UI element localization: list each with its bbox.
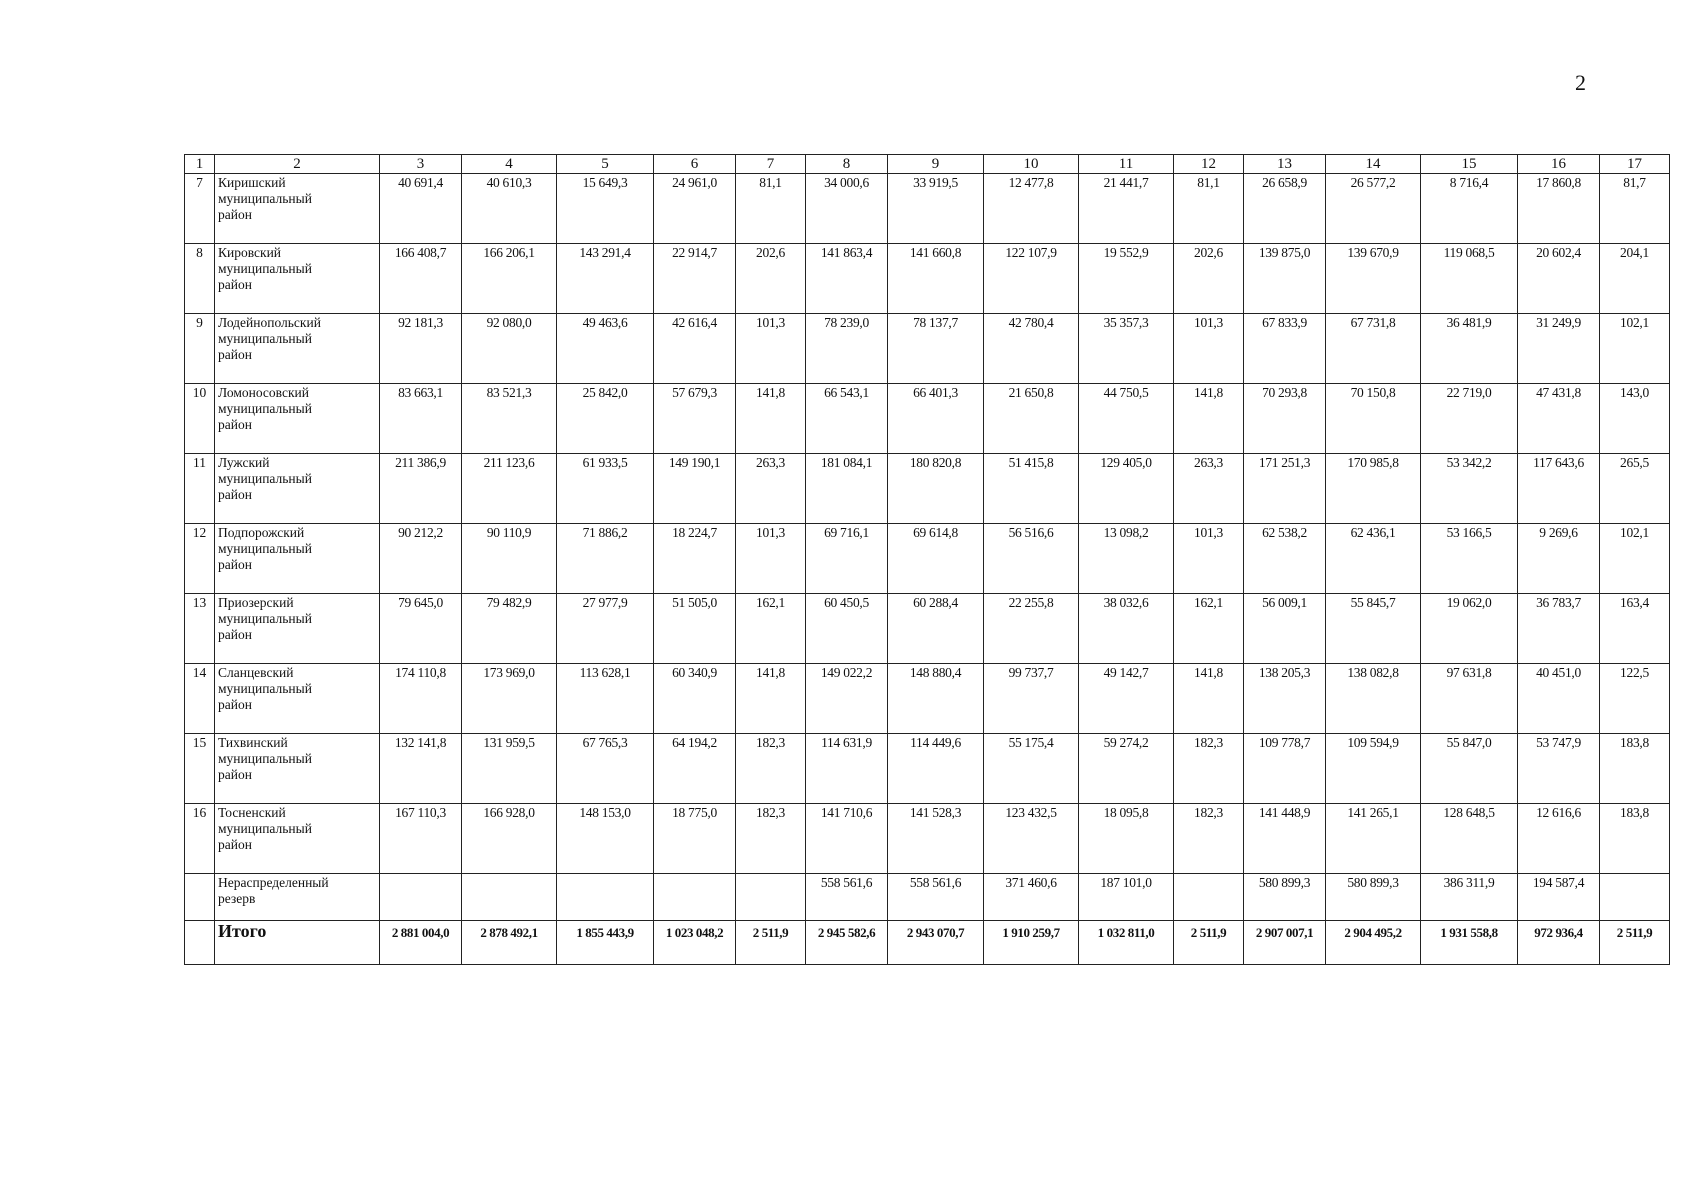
value-cell: 35 357,3 [1079, 314, 1174, 384]
value-cell: 17 860,8 [1518, 174, 1600, 244]
value-cell: 69 716,1 [806, 524, 888, 594]
value-cell: 21 650,8 [984, 384, 1079, 454]
value-cell: 1 931 558,8 [1421, 921, 1518, 965]
value-cell: 70 150,8 [1326, 384, 1421, 454]
value-cell: 57 679,3 [654, 384, 736, 454]
value-cell: 166 206,1 [462, 244, 557, 314]
value-cell: 97 631,8 [1421, 664, 1518, 734]
row-number: 15 [185, 734, 215, 804]
value-cell: 69 614,8 [888, 524, 984, 594]
value-cell: 47 431,8 [1518, 384, 1600, 454]
value-cell: 99 737,7 [984, 664, 1079, 734]
value-cell: 22 914,7 [654, 244, 736, 314]
value-cell: 81,1 [736, 174, 806, 244]
value-cell: 34 000,6 [806, 174, 888, 244]
value-cell: 18 224,7 [654, 524, 736, 594]
value-cell: 62 538,2 [1244, 524, 1326, 594]
value-cell: 138 082,8 [1326, 664, 1421, 734]
value-cell: 128 648,5 [1421, 804, 1518, 874]
value-cell: 163,4 [1600, 594, 1670, 664]
value-cell: 66 401,3 [888, 384, 984, 454]
total-row [185, 921, 1670, 965]
value-cell: 18 775,0 [654, 804, 736, 874]
row-number: 9 [185, 314, 215, 384]
value-cell: 55 175,4 [984, 734, 1079, 804]
column-number: 4 [462, 155, 557, 174]
district-name: Тосненский муниципальный район [215, 804, 380, 874]
value-cell: 141 265,1 [1326, 804, 1421, 874]
table-row [185, 664, 1670, 734]
value-cell: 12 477,8 [984, 174, 1079, 244]
value-cell: 202,6 [736, 244, 806, 314]
value-cell: 558 561,6 [888, 874, 984, 921]
column-number: 5 [557, 155, 654, 174]
value-cell: 13 098,2 [1079, 524, 1174, 594]
value-cell: 123 432,5 [984, 804, 1079, 874]
value-cell: 580 899,3 [1244, 874, 1326, 921]
value-cell [736, 874, 806, 921]
value-cell: 81,7 [1600, 174, 1670, 244]
value-cell: 263,3 [736, 454, 806, 524]
value-cell: 102,1 [1600, 524, 1670, 594]
value-cell: 42 616,4 [654, 314, 736, 384]
value-cell: 558 561,6 [806, 874, 888, 921]
value-cell: 1 032 811,0 [1079, 921, 1174, 965]
value-cell: 166 928,0 [462, 804, 557, 874]
value-cell: 143 291,4 [557, 244, 654, 314]
value-cell: 36 481,9 [1421, 314, 1518, 384]
value-cell: 22 719,0 [1421, 384, 1518, 454]
value-cell: 143,0 [1600, 384, 1670, 454]
value-cell: 211 386,9 [380, 454, 462, 524]
column-number: 2 [215, 155, 380, 174]
value-cell: 53 342,2 [1421, 454, 1518, 524]
column-number: 9 [888, 155, 984, 174]
value-cell: 101,3 [736, 524, 806, 594]
row-number: 8 [185, 244, 215, 314]
table-body [185, 155, 1670, 965]
table-row [185, 594, 1670, 664]
value-cell: 2 907 007,1 [1244, 921, 1326, 965]
district-name: Подпорожский муниципальный район [215, 524, 380, 594]
table-row [185, 734, 1670, 804]
value-cell: 141 660,8 [888, 244, 984, 314]
value-cell: 2 943 070,7 [888, 921, 984, 965]
value-cell: 166 408,7 [380, 244, 462, 314]
value-cell: 141,8 [1174, 664, 1244, 734]
district-name: Приозерский муниципальный район [215, 594, 380, 664]
value-cell [654, 874, 736, 921]
value-cell: 211 123,6 [462, 454, 557, 524]
value-cell: 56 516,6 [984, 524, 1079, 594]
value-cell: 12 616,6 [1518, 804, 1600, 874]
table-row [185, 384, 1670, 454]
value-cell: 59 274,2 [1079, 734, 1174, 804]
column-number: 7 [736, 155, 806, 174]
page-number: 2 [1575, 70, 1586, 95]
value-cell: 2 511,9 [1174, 921, 1244, 965]
column-number: 8 [806, 155, 888, 174]
value-cell: 180 820,8 [888, 454, 984, 524]
row-number: 14 [185, 664, 215, 734]
budget-table [184, 154, 1670, 965]
value-cell: 44 750,5 [1079, 384, 1174, 454]
value-cell: 24 961,0 [654, 174, 736, 244]
value-cell: 1 910 259,7 [984, 921, 1079, 965]
value-cell: 49 463,6 [557, 314, 654, 384]
value-cell: 109 778,7 [1244, 734, 1326, 804]
value-cell: 171 251,3 [1244, 454, 1326, 524]
value-cell: 70 293,8 [1244, 384, 1326, 454]
row-number: 16 [185, 804, 215, 874]
column-number: 14 [1326, 155, 1421, 174]
value-cell: 83 521,3 [462, 384, 557, 454]
value-cell: 2 878 492,1 [462, 921, 557, 965]
value-cell: 33 919,5 [888, 174, 984, 244]
value-cell: 71 886,2 [557, 524, 654, 594]
value-cell: 79 482,9 [462, 594, 557, 664]
header-row [185, 155, 1670, 174]
district-name: Лужский муниципальный район [215, 454, 380, 524]
value-cell: 113 628,1 [557, 664, 654, 734]
value-cell: 19 062,0 [1421, 594, 1518, 664]
value-cell: 141,8 [1174, 384, 1244, 454]
value-cell: 102,1 [1600, 314, 1670, 384]
value-cell: 67 731,8 [1326, 314, 1421, 384]
value-cell: 56 009,1 [1244, 594, 1326, 664]
value-cell: 1 855 443,9 [557, 921, 654, 965]
value-cell: 173 969,0 [462, 664, 557, 734]
value-cell: 38 032,6 [1079, 594, 1174, 664]
table-row [185, 804, 1670, 874]
value-cell: 129 405,0 [1079, 454, 1174, 524]
value-cell: 26 577,2 [1326, 174, 1421, 244]
value-cell: 78 239,0 [806, 314, 888, 384]
value-cell: 53 747,9 [1518, 734, 1600, 804]
column-number: 12 [1174, 155, 1244, 174]
value-cell: 83 663,1 [380, 384, 462, 454]
value-cell: 27 977,9 [557, 594, 654, 664]
column-number: 16 [1518, 155, 1600, 174]
value-cell: 119 068,5 [1421, 244, 1518, 314]
value-cell: 9 269,6 [1518, 524, 1600, 594]
value-cell: 265,5 [1600, 454, 1670, 524]
value-cell: 61 933,5 [557, 454, 654, 524]
value-cell: 182,3 [736, 734, 806, 804]
district-name: Лодейнопольский муниципальный район [215, 314, 380, 384]
value-cell: 580 899,3 [1326, 874, 1421, 921]
value-cell: 101,3 [736, 314, 806, 384]
table-row [185, 454, 1670, 524]
column-number: 1 [185, 155, 215, 174]
value-cell: 141 863,4 [806, 244, 888, 314]
value-cell: 183,8 [1600, 804, 1670, 874]
value-cell: 92 181,3 [380, 314, 462, 384]
value-cell: 141 710,6 [806, 804, 888, 874]
value-cell: 972 936,4 [1518, 921, 1600, 965]
value-cell: 149 022,2 [806, 664, 888, 734]
value-cell: 31 249,9 [1518, 314, 1600, 384]
value-cell: 131 959,5 [462, 734, 557, 804]
value-cell: 49 142,7 [1079, 664, 1174, 734]
value-cell: 67 765,3 [557, 734, 654, 804]
district-name: Кировский муниципальный район [215, 244, 380, 314]
value-cell: 183,8 [1600, 734, 1670, 804]
value-cell: 101,3 [1174, 524, 1244, 594]
value-cell: 40 610,3 [462, 174, 557, 244]
reserve-row [185, 874, 1670, 921]
value-cell: 2 881 004,0 [380, 921, 462, 965]
value-cell: 42 780,4 [984, 314, 1079, 384]
value-cell: 92 080,0 [462, 314, 557, 384]
district-name: Нераспределенный резерв [215, 874, 380, 921]
value-cell: 2 904 495,2 [1326, 921, 1421, 965]
table-row [185, 174, 1670, 244]
value-cell: 204,1 [1600, 244, 1670, 314]
value-cell: 64 194,2 [654, 734, 736, 804]
value-cell: 170 985,8 [1326, 454, 1421, 524]
value-cell: 194 587,4 [1518, 874, 1600, 921]
value-cell: 139 670,9 [1326, 244, 1421, 314]
value-cell: 90 110,9 [462, 524, 557, 594]
value-cell: 122 107,9 [984, 244, 1079, 314]
row-number: 13 [185, 594, 215, 664]
value-cell: 117 643,6 [1518, 454, 1600, 524]
value-cell: 167 110,3 [380, 804, 462, 874]
value-cell: 60 288,4 [888, 594, 984, 664]
value-cell: 141 448,9 [1244, 804, 1326, 874]
value-cell: 386 311,9 [1421, 874, 1518, 921]
district-name: Итого [215, 921, 380, 965]
row-number [185, 921, 215, 965]
value-cell: 19 552,9 [1079, 244, 1174, 314]
value-cell: 148 153,0 [557, 804, 654, 874]
value-cell: 26 658,9 [1244, 174, 1326, 244]
value-cell: 81,1 [1174, 174, 1244, 244]
row-number: 7 [185, 174, 215, 244]
value-cell: 148 880,4 [888, 664, 984, 734]
column-number: 11 [1079, 155, 1174, 174]
value-cell: 139 875,0 [1244, 244, 1326, 314]
value-cell: 40 691,4 [380, 174, 462, 244]
district-name: Сланцевский муниципальный район [215, 664, 380, 734]
value-cell: 36 783,7 [1518, 594, 1600, 664]
value-cell: 60 450,5 [806, 594, 888, 664]
row-number [185, 874, 215, 921]
value-cell: 67 833,9 [1244, 314, 1326, 384]
value-cell: 101,3 [1174, 314, 1244, 384]
table-row [185, 524, 1670, 594]
value-cell: 55 847,0 [1421, 734, 1518, 804]
value-cell: 187 101,0 [1079, 874, 1174, 921]
value-cell: 132 141,8 [380, 734, 462, 804]
value-cell [380, 874, 462, 921]
value-cell: 22 255,8 [984, 594, 1079, 664]
value-cell: 141 528,3 [888, 804, 984, 874]
value-cell: 21 441,7 [1079, 174, 1174, 244]
value-cell: 78 137,7 [888, 314, 984, 384]
column-number: 17 [1600, 155, 1670, 174]
value-cell: 174 110,8 [380, 664, 462, 734]
value-cell: 25 842,0 [557, 384, 654, 454]
value-cell [1600, 874, 1670, 921]
column-number: 13 [1244, 155, 1326, 174]
district-name: Киришский муниципальный район [215, 174, 380, 244]
value-cell: 181 084,1 [806, 454, 888, 524]
district-name: Тихвинский муниципальный район [215, 734, 380, 804]
value-cell: 62 436,1 [1326, 524, 1421, 594]
value-cell: 162,1 [736, 594, 806, 664]
value-cell [557, 874, 654, 921]
value-cell: 141,8 [736, 664, 806, 734]
value-cell: 149 190,1 [654, 454, 736, 524]
value-cell: 2 511,9 [736, 921, 806, 965]
value-cell: 18 095,8 [1079, 804, 1174, 874]
value-cell: 114 449,6 [888, 734, 984, 804]
value-cell: 55 845,7 [1326, 594, 1421, 664]
value-cell: 1 023 048,2 [654, 921, 736, 965]
value-cell [1174, 874, 1244, 921]
value-cell: 109 594,9 [1326, 734, 1421, 804]
value-cell: 79 645,0 [380, 594, 462, 664]
column-number: 3 [380, 155, 462, 174]
value-cell: 202,6 [1174, 244, 1244, 314]
value-cell: 162,1 [1174, 594, 1244, 664]
value-cell: 182,3 [1174, 734, 1244, 804]
value-cell [462, 874, 557, 921]
column-number: 6 [654, 155, 736, 174]
value-cell: 60 340,9 [654, 664, 736, 734]
value-cell: 2 945 582,6 [806, 921, 888, 965]
value-cell: 114 631,9 [806, 734, 888, 804]
row-number: 11 [185, 454, 215, 524]
value-cell: 15 649,3 [557, 174, 654, 244]
value-cell: 182,3 [1174, 804, 1244, 874]
value-cell: 90 212,2 [380, 524, 462, 594]
value-cell: 141,8 [736, 384, 806, 454]
district-name: Ломоносовский муниципальный район [215, 384, 380, 454]
value-cell: 40 451,0 [1518, 664, 1600, 734]
value-cell: 51 415,8 [984, 454, 1079, 524]
value-cell: 8 716,4 [1421, 174, 1518, 244]
value-cell: 371 460,6 [984, 874, 1079, 921]
value-cell: 182,3 [736, 804, 806, 874]
value-cell: 51 505,0 [654, 594, 736, 664]
row-number: 10 [185, 384, 215, 454]
column-number: 15 [1421, 155, 1518, 174]
value-cell: 20 602,4 [1518, 244, 1600, 314]
value-cell: 122,5 [1600, 664, 1670, 734]
value-cell: 138 205,3 [1244, 664, 1326, 734]
value-cell: 2 511,9 [1600, 921, 1670, 965]
row-number: 12 [185, 524, 215, 594]
value-cell: 53 166,5 [1421, 524, 1518, 594]
value-cell: 66 543,1 [806, 384, 888, 454]
table-row [185, 314, 1670, 384]
value-cell: 263,3 [1174, 454, 1244, 524]
table-row [185, 244, 1670, 314]
column-number: 10 [984, 155, 1079, 174]
